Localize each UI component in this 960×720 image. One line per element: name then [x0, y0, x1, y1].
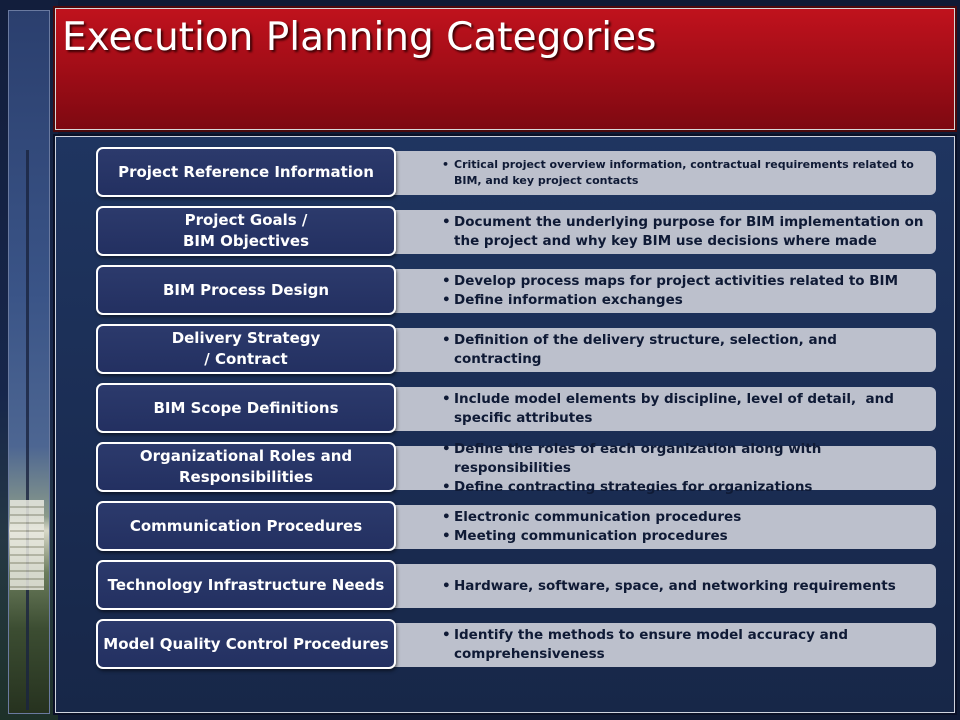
category-row: [96, 265, 941, 315]
campus-photo: [8, 10, 50, 714]
title-banner: [55, 8, 955, 130]
description-bullet: • Hardware, software, space, and networking requirements: [442, 577, 928, 596]
category-row: [96, 501, 941, 551]
category-row: [96, 147, 941, 197]
category-label: Model Quality Control Procedures: [96, 619, 396, 669]
category-label-text: Delivery Strategy / Contract: [171, 329, 321, 368]
category-row: [96, 383, 941, 433]
category-label: [96, 442, 396, 492]
photo-building: [10, 500, 44, 590]
side-photo-strip: [0, 0, 58, 720]
description-bullet: • Definition of the delivery structure, selection, and contracting: [442, 331, 928, 369]
category-label-text: Project Goals / BIM Objectives: [182, 211, 310, 250]
description-bullet: • Meeting communication procedures: [442, 527, 928, 546]
description-bullet: • Electronic communication procedures: [442, 508, 928, 527]
category-label: Communication Procedures: [96, 501, 396, 551]
description-bullet: • Document the underlying purpose for BIM implementation on the project and why key BIM use decisions where made: [442, 213, 928, 251]
photo-pole: [26, 150, 29, 710]
description-bullet: • Define contracting strategies for organizations: [442, 478, 928, 497]
category-label: BIM Scope Definitions: [96, 383, 396, 433]
category-label: BIM Process Design: [96, 265, 396, 315]
category-row: [96, 206, 941, 256]
description-bullet: • Include model elements by discipline, level of detail, and specific attributes: [442, 390, 928, 428]
description-bullet: • Develop process maps for project activities related to BIM: [442, 272, 928, 291]
description-bullet: • Define information exchanges: [442, 291, 928, 310]
category-label: [96, 324, 396, 374]
description-bullet: • Define the roles of each organization along with responsibilities: [442, 440, 928, 478]
category-label: Technology Infrastructure Needs: [96, 560, 396, 610]
category-row: [96, 619, 941, 669]
category-row: [96, 560, 941, 610]
slide-title: Execution Planning Categories: [62, 15, 657, 60]
category-row: [96, 440, 941, 495]
description-bullet: • Critical project overview information, contractual requirements related to BIM, and key project contacts: [442, 157, 928, 189]
category-label-text: Organizational Roles and Responsibilities: [139, 447, 353, 486]
category-label: Project Reference Information: [96, 147, 396, 197]
content-panel: [55, 136, 955, 713]
category-row: [96, 324, 941, 374]
category-label: [96, 206, 396, 256]
description-bullet: • Identify the methods to ensure model accuracy and comprehensiveness: [442, 626, 928, 664]
